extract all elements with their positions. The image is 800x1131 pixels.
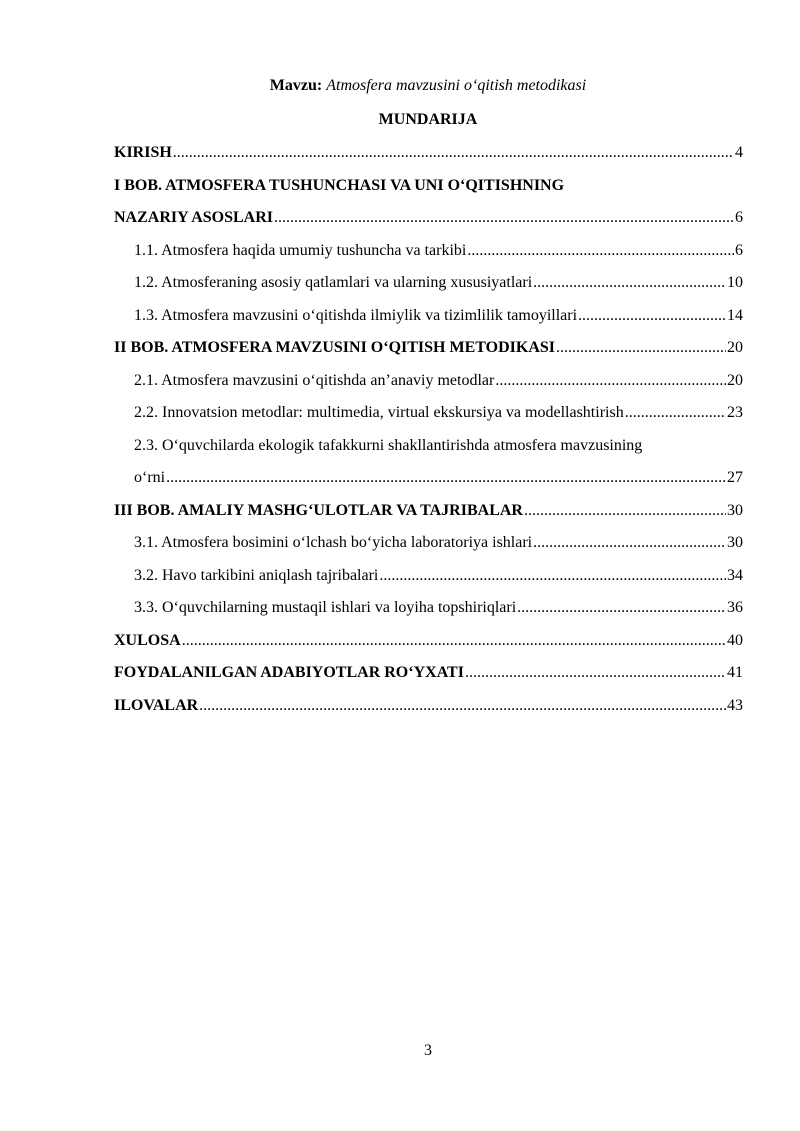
toc-entry-title: 1.3. Atmosfera mavzusini o‘qitishda ilmiylik va tizimlilik tamoyillari	[134, 306, 578, 324]
toc-entry-title: 2.2. Innovatsion metodlar: multimedia, virtual ekskursiya va modellashtirish	[134, 404, 624, 421]
toc-entry-title: 2.1. Atmosfera mavzusini o‘qitishda an’anaviy metodlar	[134, 371, 495, 389]
topic-line	[0, 76, 800, 96]
toc-entry-2-1[interactable]	[114, 370, 743, 403]
toc-entry-1-1[interactable]	[114, 240, 743, 273]
toc-entry-xulosa[interactable]	[114, 630, 743, 663]
toc-leader-dots	[199, 695, 726, 717]
toc-leader-dots	[467, 240, 734, 262]
toc-leader-dots	[166, 467, 726, 489]
toc-entry-1-3[interactable]	[114, 305, 743, 338]
toc-entry-page: 6	[735, 209, 743, 226]
toc-entry-page: 10	[727, 274, 743, 291]
toc-leader-dots	[517, 597, 726, 619]
toc-entry-page: 20	[727, 371, 743, 389]
toc-entry-page: 43	[727, 696, 743, 714]
toc-entry-page: 20	[727, 339, 743, 356]
toc-entry-title: I BOB. ATMOSFERA TUSHUNCHASI VA UNI O‘QITISHNING	[114, 176, 565, 194]
toc-entry-2-3-line-1[interactable]	[114, 435, 743, 468]
toc-entry-chapter-1-line-1[interactable]	[114, 175, 743, 208]
toc-leader-dots	[182, 630, 726, 652]
toc-entry-title: NAZARIY ASOSLARI	[114, 209, 273, 226]
toc-entry-page: 30	[727, 501, 743, 519]
toc-entry-title: XULOSA	[114, 631, 181, 649]
table-of-contents	[114, 142, 743, 727]
toc-leader-dots	[556, 337, 726, 359]
toc-entry-3-3[interactable]	[114, 597, 743, 630]
toc-entry-title: 1.1. Atmosfera haqida umumiy tushuncha va tarkibi	[134, 241, 467, 259]
toc-entry-title: ILOVALAR	[114, 696, 199, 714]
toc-entry-chapter-3[interactable]	[114, 500, 743, 533]
toc-entry-title: 3.3. O‘quvchilarning mustaqil ishlari va loyiha topshiriqlari	[134, 599, 517, 616]
toc-entry-page: 40	[727, 631, 743, 649]
toc-leader-dots	[524, 500, 726, 522]
toc-entry-page: 14	[727, 306, 743, 324]
toc-entry-2-3-line-2[interactable]	[114, 467, 743, 500]
toc-entry-page: 41	[727, 664, 743, 681]
toc-leader-dots	[625, 402, 726, 424]
toc-entry-chapter-2[interactable]	[114, 337, 743, 370]
toc-entry-2-2[interactable]	[114, 402, 743, 435]
toc-entry-adabiyotlar[interactable]	[114, 662, 743, 695]
topic-label: Mavzu:	[269, 77, 323, 94]
toc-entry-kirish[interactable]	[114, 142, 743, 175]
toc-entry-3-2[interactable]	[114, 565, 743, 598]
toc-leader-dots	[274, 207, 734, 229]
toc-entry-page: 27	[727, 469, 743, 486]
toc-leader-dots	[533, 532, 726, 554]
toc-entry-title: II BOB. ATMOSFERA MAVZUSINI O‘QITISH METODIKASI	[114, 339, 555, 356]
toc-leader-dots	[173, 142, 734, 164]
toc-entry-page: 6	[735, 241, 743, 259]
toc-entry-title: 3.1. Atmosfera bosimini o‘lchash bo‘yicha laboratoriya ishlari	[134, 534, 533, 551]
toc-entry-title: III BOB. AMALIY MASHG‘ULOTLAR VA TAJRIBALAR	[114, 501, 523, 519]
toc-entry-page: 36	[727, 599, 743, 616]
toc-leader-dots	[379, 565, 726, 587]
page-number: 3	[424, 1042, 432, 1059]
toc-entry-title: 1.2. Atmosferaning asosiy qatlamlari va ularning xususiyatlari	[134, 274, 533, 291]
toc-entry-page: 23	[727, 404, 743, 421]
topic-title: Atmosfera mavzusini o‘qitish metodikasi	[326, 77, 587, 94]
toc-entry-ilovalar[interactable]	[114, 695, 743, 728]
toc-leader-dots	[533, 272, 726, 294]
toc-entry-1-2[interactable]	[114, 272, 743, 305]
toc-entry-page: 34	[727, 566, 743, 584]
toc-entry-title: o‘rni	[134, 469, 166, 486]
toc-entry-title: 2.3. O‘quvchilarda ekologik tafakkurni shakllantirishda atmosfera mavzusining	[134, 436, 643, 454]
toc-leader-dots	[578, 305, 726, 327]
toc-entry-page: 4	[735, 144, 743, 161]
toc-entry-3-1[interactable]	[114, 532, 743, 565]
toc-leader-dots	[495, 370, 726, 392]
toc-entry-page: 30	[727, 534, 743, 551]
toc-leader-dots	[465, 662, 726, 684]
toc-entry-chapter-1-line-2[interactable]	[114, 207, 743, 240]
toc-entry-title: FOYDALANILGAN ADABIYOTLAR RO‘YXATI	[114, 664, 464, 681]
toc-entry-title: 3.2. Havo tarkibini aniqlash tajribalari	[134, 566, 379, 584]
toc-entry-title: KIRISH	[114, 144, 172, 161]
toc-heading: MUNDARIJA	[378, 111, 478, 128]
